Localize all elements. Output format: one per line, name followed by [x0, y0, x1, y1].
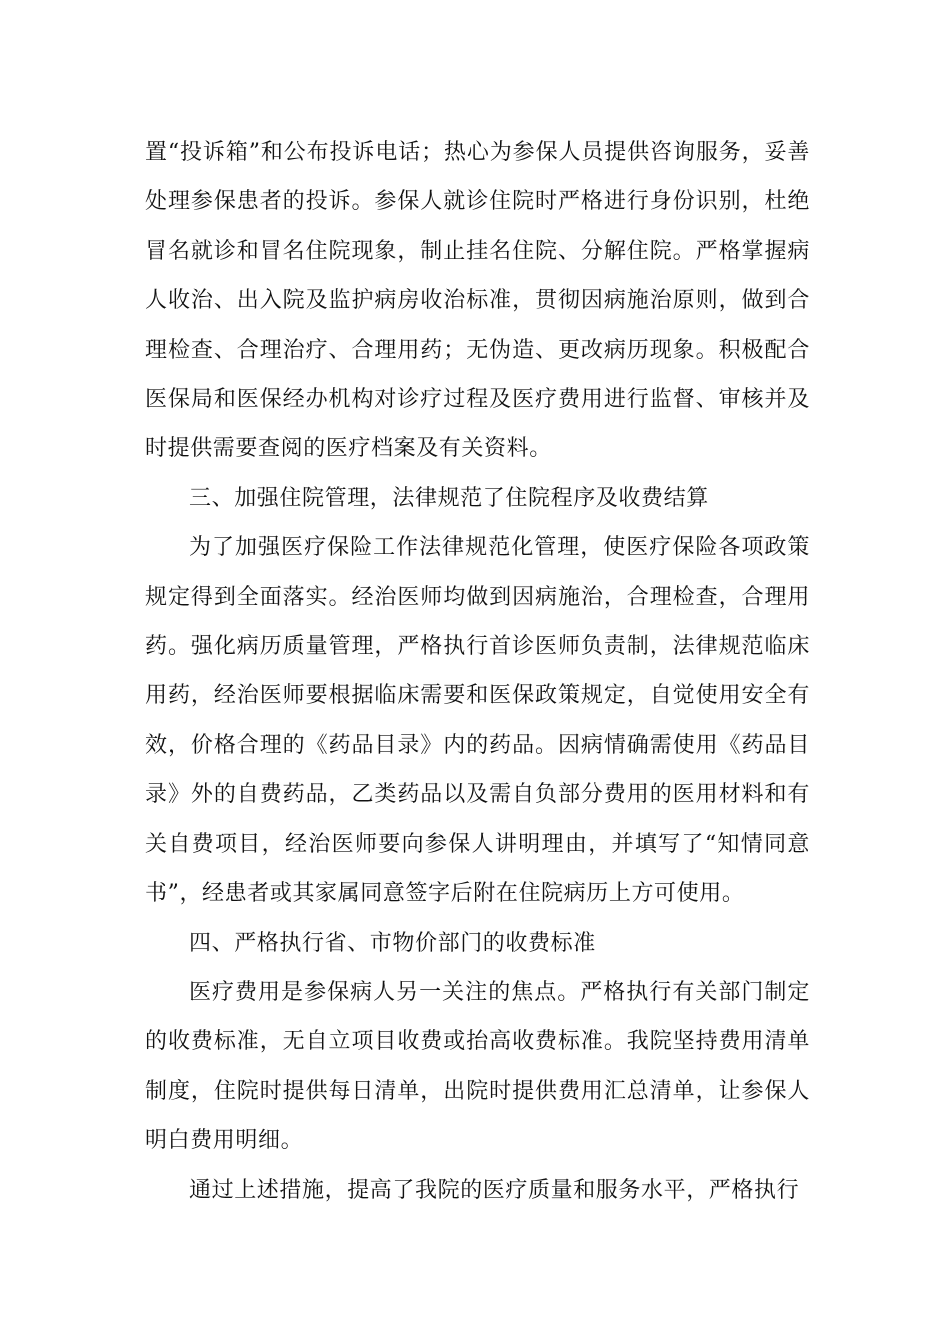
paragraph-continued: 置“投诉箱”和公布投诉电话；热心为参保人员提供咨询服务，妥善处理参保患者的投诉。参保人就诊住院时严格进行身份识别，杜绝冒名就诊和冒名住院现象，制止挂名住院、分解住院。严格掌握病人收治、出入院及监护病房收治标准，贯彻因病施治原则，做到合理检查、合理治疗、合理用药；无伪造、更改病历现象。积极配合医保局和医保经办机构对诊疗过程及医疗费用进行监督、审核并及时提供需要查阅的医疗档案及有关资料。 [145, 140, 810, 462]
section-heading-3: 三、加强住院管理，法律规范了住院程序及收费结算 [189, 485, 709, 511]
section-heading-4: 四、严格执行省、市物价部门的收费标准 [189, 930, 596, 956]
paragraph: 医疗费用是参保病人另一关注的焦点。严格执行有关部门制定的收费标准，无自立项目收费或抬高收费标准。我院坚持费用清单制度，住院时提供每日清单，出院时提供费用汇总清单，让参保人明白费用明细。 [145, 979, 810, 1154]
paragraph: 通过上述措施，提高了我院的医疗质量和服务水平，严格执行 [189, 1177, 800, 1203]
paragraph: 为了加强医疗保险工作法律规范化管理，使医疗保险各项政策规定得到全面落实。经治医师均做到因病施治，合理检查，合理用药。强化病历质量管理，严格执行首诊医师负责制，法律规范临床用药，经治医师要根据临床需要和医保政策规定，自觉使用安全有效，价格合理的《药品目录》内的药品。因病情确需使用《药品目录》外的自费药品，乙类药品以及需自负部分费用的医用材料和有关自费项目，经治医师要向参保人讲明理由，并填写了“知情同意书”，经患者或其家属同意签字后附在住院病历上方可使用。 [145, 535, 810, 907]
document-body [145, 128, 810, 1215]
